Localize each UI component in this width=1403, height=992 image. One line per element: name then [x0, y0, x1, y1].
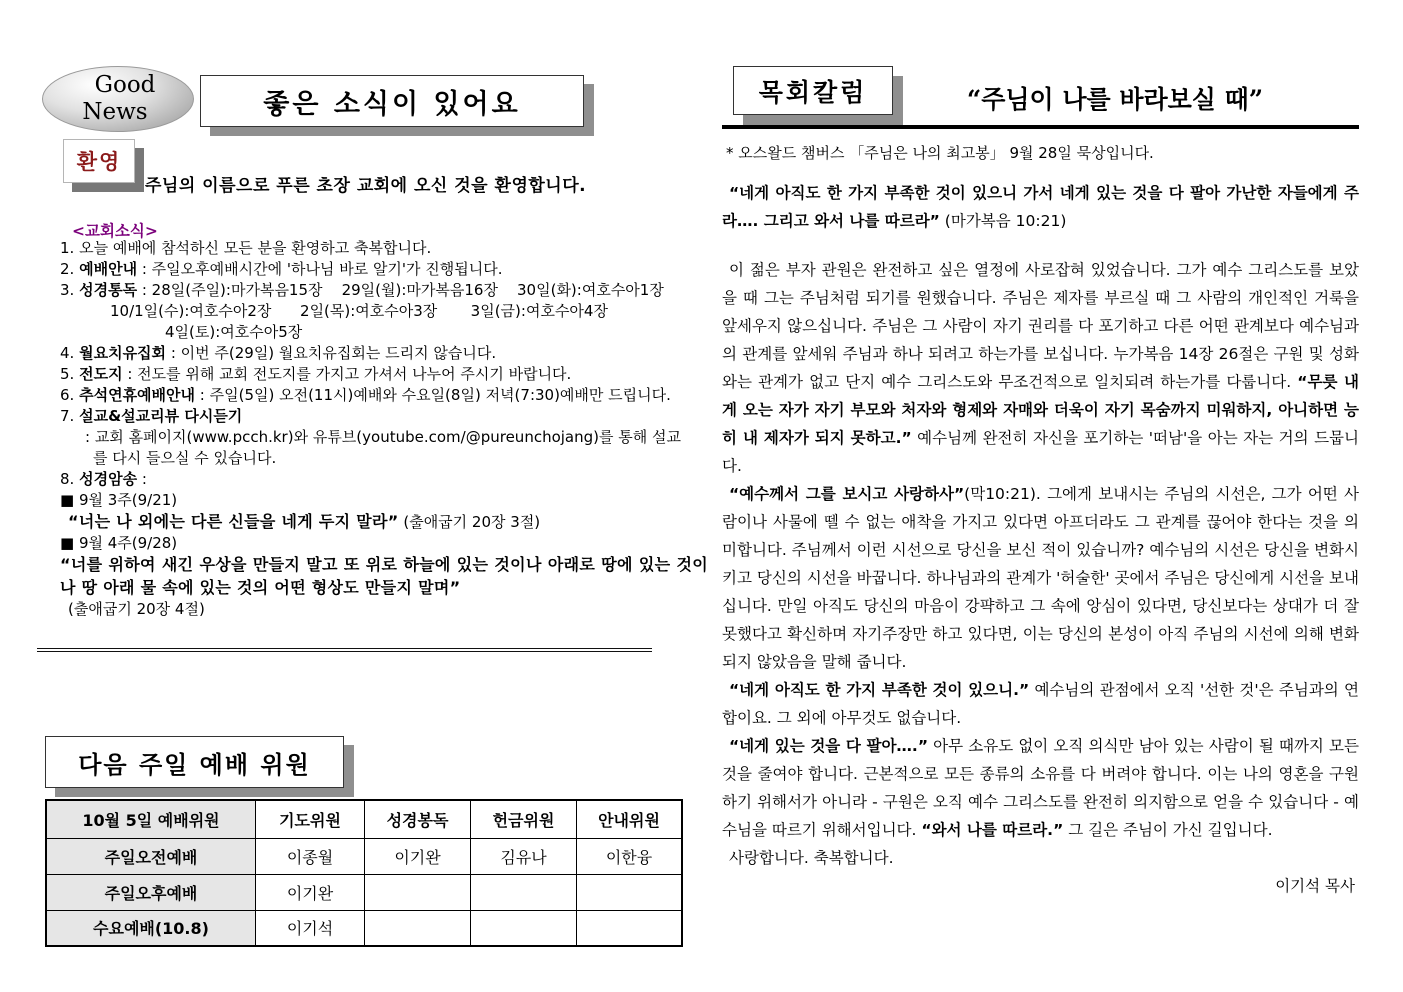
text-run: ■ 9월 3주(9/21)	[60, 491, 178, 509]
text-run: ■ 9월 4주(9/28)	[60, 534, 178, 552]
text-run: “와서 나를 따르라.”	[921, 821, 1064, 839]
article-paragraph	[722, 676, 1359, 732]
text-run: 를 다시 들으실 수 있습니다.	[93, 449, 277, 467]
table-header-cell: 안내위원	[577, 800, 683, 838]
source-note: * 오스왈드 챔버스 「주님은 나의 최고봉」 9월 28일 묵상입니다.	[726, 144, 1154, 162]
church-news-header: <교회소식>	[72, 222, 158, 240]
text-run: : 주일오후예배시간에 '하나님 바로 알기'가 진행됩니다.	[137, 260, 503, 278]
text-run: 예수님의 관점에서 오직 '선한 것'은 주님과의 연합이요. 그 외에 아무것도 없습니다.	[722, 681, 1359, 727]
committee-table-body	[46, 838, 682, 946]
table-cell	[471, 910, 577, 946]
logo-line2: News	[82, 99, 148, 125]
news-line	[60, 238, 708, 259]
text-run: 예배안내	[79, 260, 138, 278]
text-run: 6.	[60, 386, 80, 404]
text-run: 이 젊은 부자 관원은 완전하고 싶은 열정에 사로잡혀 있었습니다. 그가 예수 그리스도를 보았을 때 그는 주님처럼 되기를 원했습니다. 주님은 제자를 부르실 때 그 사람의 개인적인 거룩을 앞세우지 않으십니다. 주님은 그 사람이 자기 권리를 다 포기하고 다른 어떤 관계보다 예수님과의 관계를 앞세워 주님과 하나 되려고 하는가를 보십니다. 누가복음 14장 26절은 구원 및 성화와는 관계가 없고 단지 예수 그리스도와 무조건적으로 일치되려 하는가를 다룹니다.	[722, 261, 1359, 391]
table-cell	[577, 874, 683, 910]
church-news-list	[60, 238, 708, 620]
text-run: 예수님께 완전히 자신을 포기하는 '떠남'을 아는 자는 거의 드뭅니다.	[722, 429, 1359, 475]
text-run: 4.	[60, 344, 80, 362]
news-line	[60, 280, 708, 301]
table-cell: 이기완	[365, 838, 471, 874]
table-row	[46, 910, 682, 946]
news-line	[60, 599, 708, 620]
table-cell: 이기완	[256, 874, 365, 910]
text-run: : 전도를 위해 교회 전도지를 가지고 가셔서 나누어 주시기 바랍니다.	[122, 365, 572, 383]
news-line	[60, 427, 708, 448]
news-line	[60, 343, 708, 364]
table-row-label: 수요예배(10.8)	[46, 910, 256, 946]
table-cell: 이종월	[256, 838, 365, 874]
good-news-logo	[42, 66, 194, 132]
text-run: 전도지	[79, 365, 123, 383]
pastoral-column-badge: 목회칼럼	[733, 66, 893, 115]
news-line	[60, 301, 708, 322]
table-cell: 이한융	[577, 838, 683, 874]
news-line	[60, 554, 708, 599]
article-paragraph	[722, 256, 1359, 480]
news-line	[60, 364, 708, 385]
article-paragraph	[722, 179, 1359, 235]
text-run: 2.	[60, 260, 80, 278]
news-line	[60, 406, 708, 427]
header-rule	[722, 125, 1359, 129]
welcome-message: 주님의 이름으로 푸른 초장 교회에 오신 것을 환영합니다.	[145, 176, 587, 196]
table-cell	[577, 910, 683, 946]
table-row-label: 주일오후예배	[46, 874, 256, 910]
news-line	[60, 511, 708, 533]
text-run: : 이번 주(29일) 월요치유집회는 드리지 않습니다.	[166, 344, 497, 362]
text-run: 1. 오늘 예배에 참석하신 모든 분을 환영하고 축복합니다.	[60, 239, 432, 257]
table-cell: 이기석	[256, 910, 365, 946]
table-cell	[365, 874, 471, 910]
table-header-cell: 기도위원	[256, 800, 365, 838]
table-row	[46, 874, 682, 910]
table-cell: 김유나	[471, 838, 577, 874]
text-run: :	[137, 470, 147, 488]
news-line	[60, 322, 708, 343]
section-divider	[37, 648, 652, 652]
text-run: (출애굽기 20장 3절)	[398, 513, 541, 531]
text-run: 설교&설교리뷰 다시듣기	[79, 407, 243, 425]
next-week-title: 다음 주일 예배 위원	[45, 736, 344, 788]
text-run: 4일(토):여호수아5장	[165, 323, 303, 341]
news-line	[60, 259, 708, 280]
text-run: (마가복음 10:21)	[939, 212, 1067, 230]
news-line	[60, 469, 708, 490]
text-run: 월요치유집회	[79, 344, 167, 362]
news-line	[60, 385, 708, 406]
logo-line1: Good	[94, 72, 156, 98]
text-run: “너는 나 외에는 다른 신들을 네게 두지 말라”	[68, 512, 399, 531]
text-run: 아무 소유도 없이 오직 의식만 남아 있는 사람이 될 때까지 모든 것을 줄여야 합니다. 근본적으로 모든 종류의 소유를 다 버려야 합니다. 이는 나의 영혼을 구원하기 위해서가 아니라 - 구원은 오직 예수 그리스도를 완전히 의지함으로 얻을 수 있습니다 - 예수님을 따르기 위해서입니다.	[722, 737, 1360, 839]
text-run: 10/1일(수):여호수아2장 2일(목):여호수아3장 3일(금):여호수아4장	[110, 302, 608, 320]
text-run: “네게 아직도 한 가지 부족한 것이 있으니 가서 네게 있는 것을 다 팔아 가난한 자들에게 주라…. 그리고 와서 나를 따르라”	[722, 184, 1359, 230]
table-header-cell: 헌금위원	[471, 800, 577, 838]
welcome-badge: 환영	[63, 139, 135, 183]
article-paragraph	[722, 732, 1359, 844]
committee-table-head	[46, 800, 682, 838]
text-run: 성경암송	[79, 470, 138, 488]
table-cell	[471, 874, 577, 910]
text-run: 3.	[60, 281, 80, 299]
text-run: 사랑합니다. 축복합니다.	[729, 849, 894, 867]
text-run: “무릇 내게 오는 자가 자기 부모와 처자와 형제와 자매와 더욱이 자기 목숨까지 미워하지, 아니하면 능히 내 제자가 되지 못하고.”	[722, 373, 1359, 447]
text-run: : 주일(5일) 오전(11시)예배와 수요일(8일) 저녁(7:30)예배만 드립니다.	[195, 386, 671, 404]
pastoral-column-title: “주님이 나를 바라보실 때”	[966, 85, 1264, 114]
worship-committee-table	[45, 799, 683, 947]
left-page-title: 좋은 소식이 있어요	[200, 75, 584, 127]
news-line	[60, 448, 708, 469]
signature: 이기석 목사	[1275, 877, 1355, 895]
text-run: 7.	[60, 407, 80, 425]
text-run: (막10:21). 그에게 보내시는 주님의 시선은, 그가 어떤 사람이나 사물에 뗄 수 없는 애착을 가지고 있다면 아프더라도 그 관계를 끊어야 한다는 것을 의미합니다. 주님께서 이런 시선으로 당신을 보신 적이 있습니까? 예수님의 시선은 당신을 변화시키고 당신의 시선을 바꿉니다. 하나님과의 관계가 '허술한' 곳에서 주님은 당신에게 시선을 보내십니다. 만일 아직도 당신의 마음이 강퍅하고 그 속에 앙심이 있다면, 당신보다는 상대가 더 잘못했다고 확신하며 자기주장만 하고 있다면, 이는 당신의 본성이 아직 주님의 시선에 의해 변화되지 않았음을 말해 줍니다.	[722, 485, 1359, 671]
text-run: “네게 있는 것을 다 팔아….”	[729, 737, 929, 755]
text-run: “네게 아직도 한 가지 부족한 것이 있으니.”	[729, 681, 1030, 699]
text-run: “예수께서 그를 보시고 사랑하사”	[729, 485, 965, 503]
table-header-cell: 10월 5일 예배위원	[46, 800, 256, 838]
news-line	[60, 490, 708, 511]
pastoral-column-article	[722, 179, 1359, 900]
table-row-label: 주일오전예배	[46, 838, 256, 874]
text-run: : 28일(주일):마가복음15장 29일(월):마가복음16장 30일(화):여호수아1장	[137, 281, 664, 299]
article-paragraph	[722, 844, 1359, 872]
text-run: : 교회 홈페이지(www.pcch.kr)와 유튜브(youtube.com/@pureunchojang)를 통해 설교	[85, 428, 681, 446]
text-run: 추석연휴예배안내	[79, 386, 196, 404]
text-run: 8.	[60, 470, 80, 488]
text-run: 5.	[60, 365, 80, 383]
news-line	[60, 533, 708, 554]
text-run: (출애굽기 20장 4절)	[68, 600, 205, 618]
table-row	[46, 838, 682, 874]
text-run: 성경통독	[79, 281, 138, 299]
text-run: 그 길은 주님이 가신 길입니다.	[1063, 821, 1273, 839]
table-cell	[365, 910, 471, 946]
table-header-cell: 성경봉독	[365, 800, 471, 838]
text-run: “너를 위하여 새긴 우상을 만들지 말고 또 위로 하늘에 있는 것이나 아래로 땅에 있는 것이나 땅 아래 물 속에 있는 것의 어떤 형상도 만들지 말며”	[60, 555, 708, 597]
article-paragraph	[722, 480, 1359, 676]
